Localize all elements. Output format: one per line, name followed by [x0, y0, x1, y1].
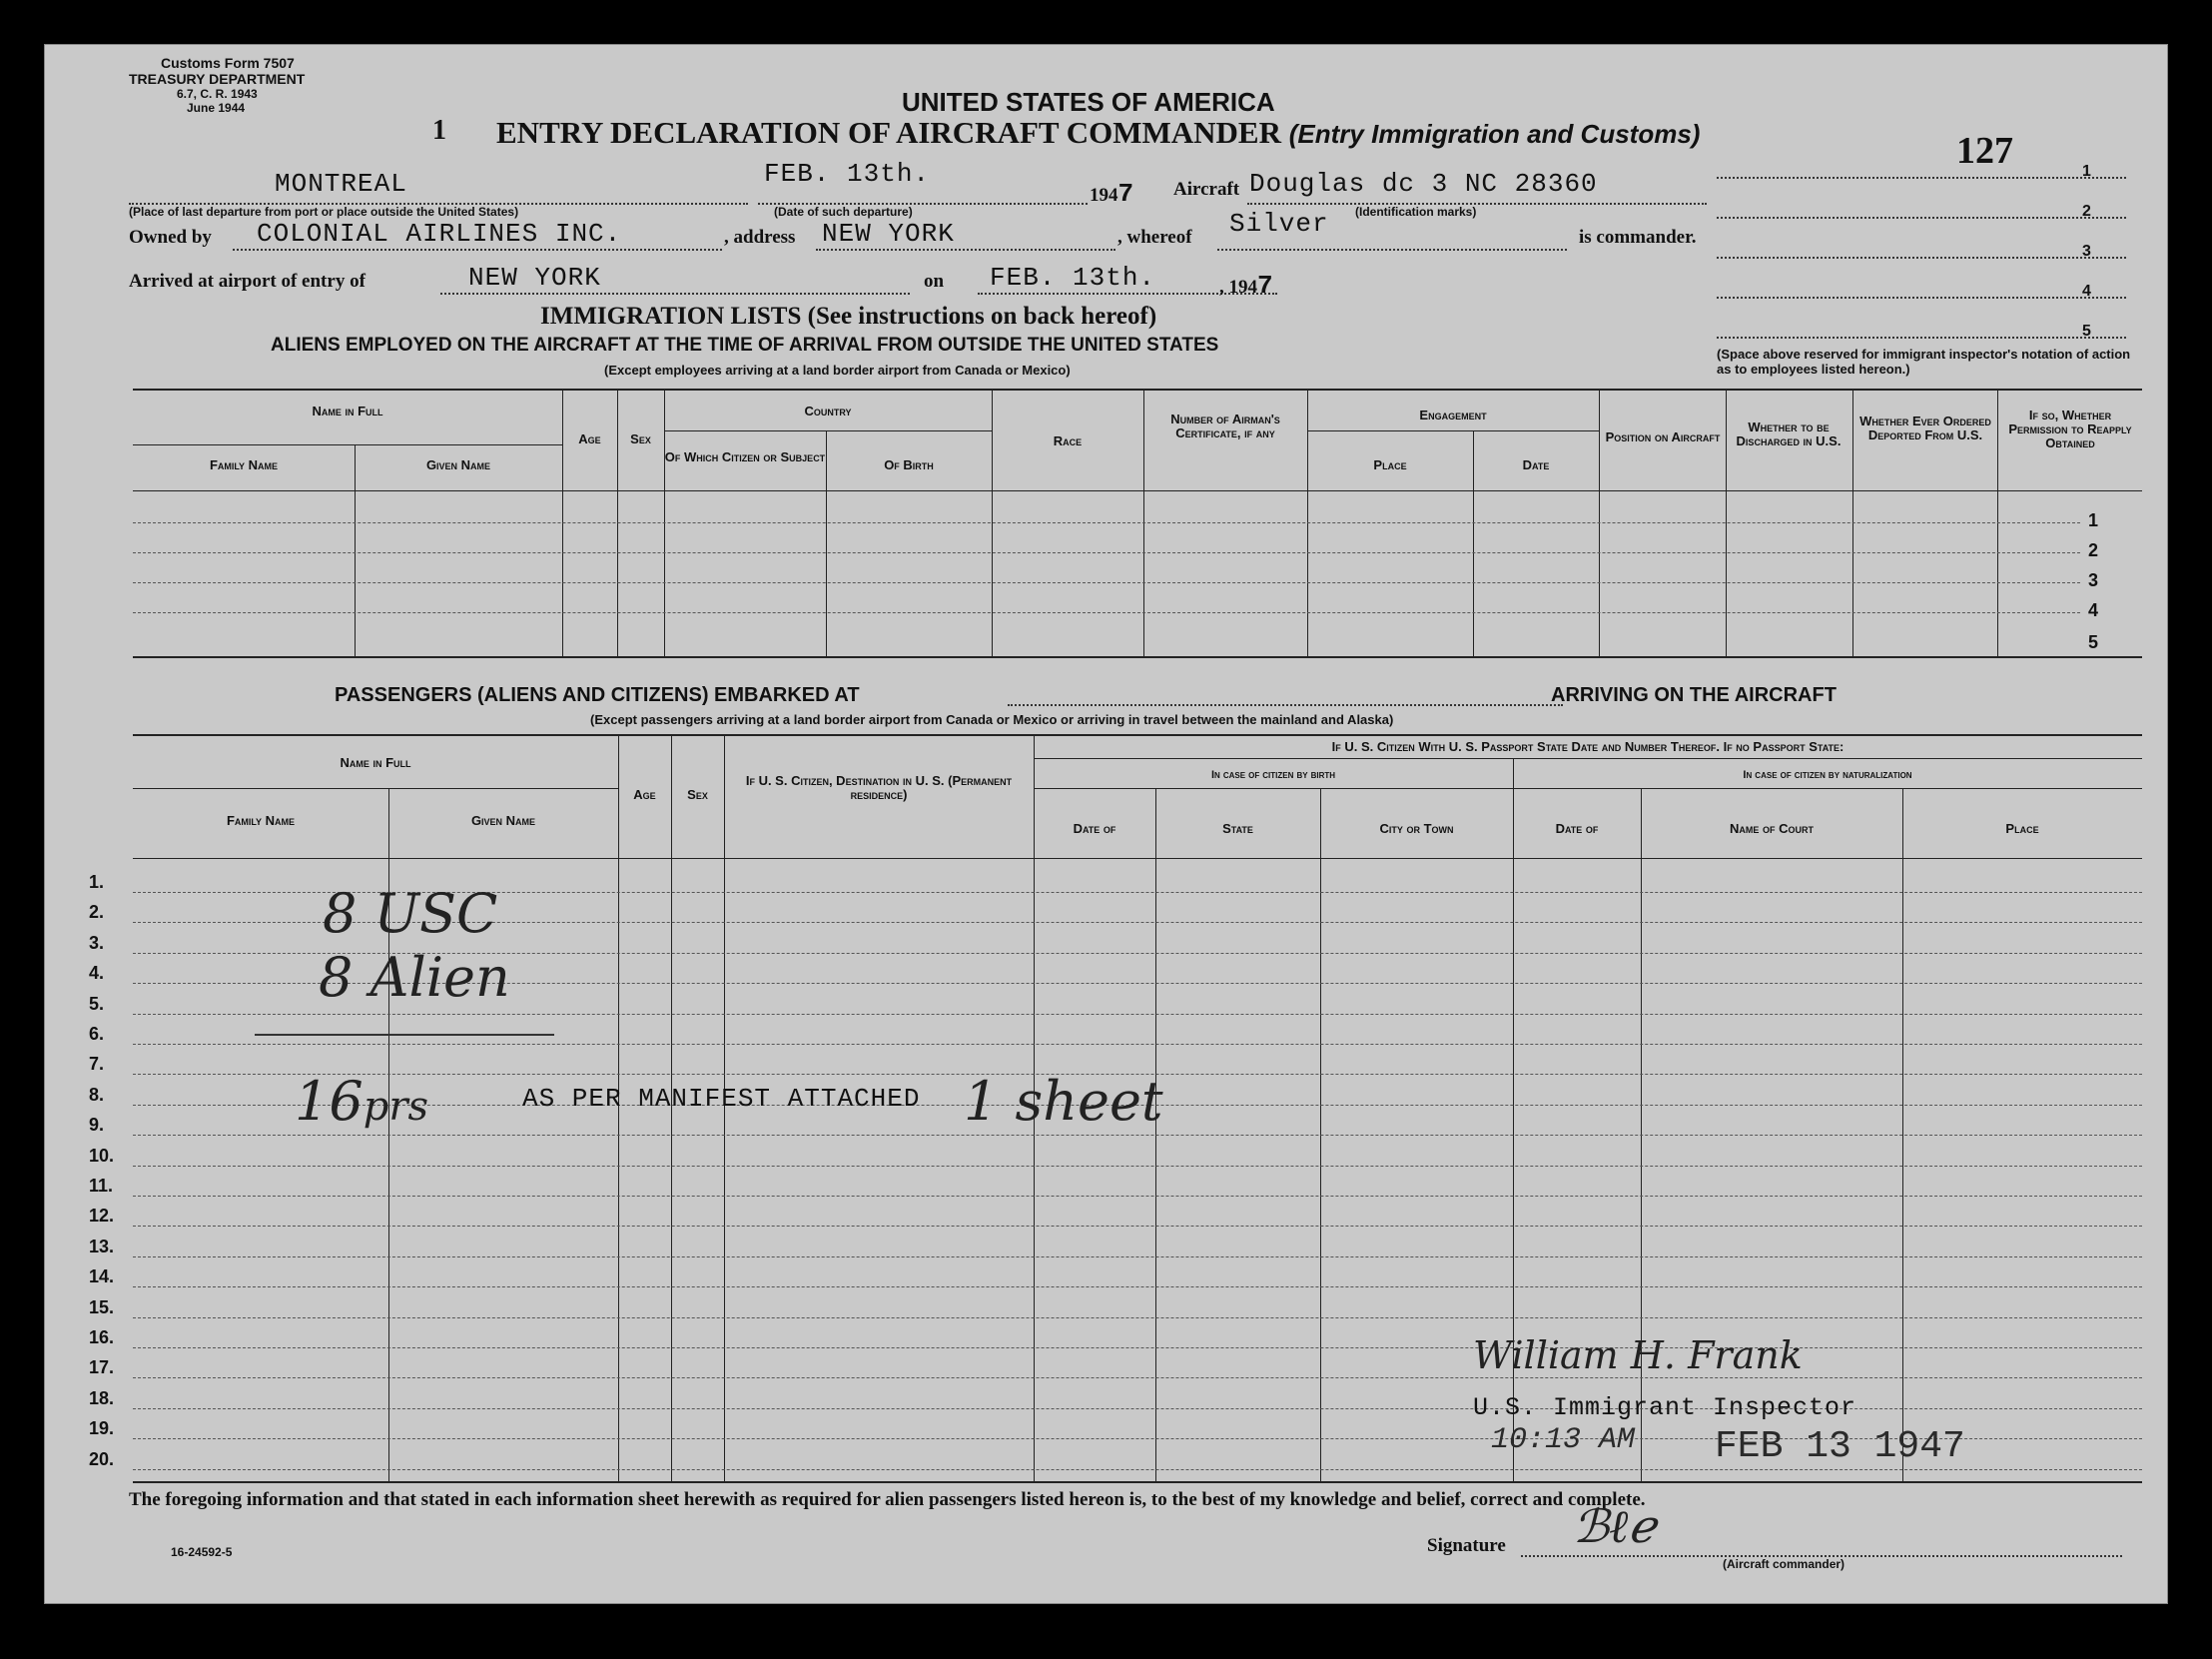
passenger-row: [133, 1377, 2142, 1378]
commander-name: Silver: [1229, 209, 1329, 239]
commander-signature-scribble: ℬℓℯ: [1573, 1499, 1656, 1553]
departure-year-prefix: 194: [1090, 185, 1118, 206]
owner-address: NEW YORK: [822, 219, 955, 249]
departure-year: [1090, 179, 1134, 209]
passenger-row: [133, 1166, 2142, 1167]
address-line: [816, 249, 1115, 251]
crew-row: [133, 552, 2080, 553]
arrived-label: Arrived at airport of entry of: [129, 271, 366, 292]
form-id-line1: Customs Form 7507: [161, 55, 295, 71]
passenger-row-number: 17.: [89, 1357, 115, 1378]
arrival-date: FEB. 13th.: [990, 263, 1156, 293]
pass-name-header: Name in Full: [340, 755, 411, 770]
inspector-title: U.S. Immigrant Inspector: [1473, 1393, 1857, 1422]
pass-date-of-2: Date of: [1555, 821, 1599, 836]
passenger-row: [133, 1256, 2142, 1257]
commander-line: [1217, 249, 1567, 251]
passenger-row: [133, 1226, 2142, 1227]
passenger-row-number: 6.: [89, 1024, 105, 1044]
crew-row-num: 5: [2088, 632, 2099, 652]
pass-destination-header: If U. S. Citizen, Destination in U. S. (Permanent residence): [745, 773, 1013, 802]
handwritten-usc: 8 USC: [323, 882, 498, 945]
aircraft-id-caption: (Identification marks): [1355, 205, 1477, 219]
passenger-row: [133, 1469, 2142, 1470]
reserved-line-2: [1717, 217, 2126, 219]
country-heading: UNITED STATES OF AMERICA: [902, 87, 1275, 117]
form-title-text: ENTRY DECLARATION OF AIRCRAFT COMMANDER: [496, 115, 1281, 150]
handwritten-total: [295, 1070, 428, 1133]
aircraft-label: Aircraft: [1173, 179, 1240, 200]
reserved-line-1: [1717, 177, 2126, 179]
manifest-note: AS PER MANIFEST ATTACHED: [522, 1084, 921, 1114]
owner-value: COLONIAL AIRLINES INC.: [257, 219, 622, 249]
certification-text: The foregoing information and that stated in each information sheet herewith as required for alien passengers listed hereon is, to the best of my knowledge and belief, correct and complete.: [129, 1489, 1646, 1510]
passengers-note: (Except passengers arriving at a land border airport from Canada or Mexico or arriving in travel between the mainland and Alaska): [590, 712, 1394, 727]
aliens-heading: ALIENS EMPLOYED ON THE AIRCRAFT AT THE TIME OF ARRIVAL FROM OUTSIDE THE UNITED STATES: [271, 335, 1219, 356]
crew-reapply-header: If so, Whether Permission to Reapply Obtained: [2008, 408, 2132, 450]
form-subtitle: (Entry Immigration and Customs): [1288, 119, 1701, 149]
reserved-line-5: [1717, 337, 2126, 339]
form-id-line2: TREASURY DEPARTMENT: [129, 71, 306, 87]
aircraft-line: [1247, 203, 1707, 205]
passenger-row-number: 19.: [89, 1418, 115, 1439]
page-number: 127: [1956, 130, 2013, 172]
aircraft-value: Douglas dc 3 NC 28360: [1249, 169, 1598, 199]
crew-age-header: Age: [578, 431, 601, 446]
arrival-year-digit: 7: [1257, 271, 1274, 301]
pass-given-header: Given Name: [470, 813, 536, 828]
handwritten-sheet: 1 sheet: [964, 1070, 1163, 1133]
passenger-row: [133, 1196, 2142, 1197]
pass-age-header: Age: [633, 787, 656, 802]
crew-name-header: Name in Full: [312, 404, 383, 418]
pass-sex-header: Sex: [687, 787, 708, 802]
crew-sex-header: Sex: [630, 431, 651, 446]
pass-passport-header: If U. S. Citizen With U. S. Passport State Date and Number Thereof. If no Passport State:: [1331, 739, 1844, 754]
passengers-arriving: ARRIVING ON THE AIRCRAFT: [1551, 684, 1837, 706]
pass-date-of: Date of: [1073, 821, 1116, 836]
pass-family-header: Family Name: [226, 813, 296, 828]
passenger-row: [133, 1317, 2142, 1318]
crew-country-header: Country: [804, 404, 852, 418]
form-code: 16-24592-5: [171, 1545, 233, 1559]
pass-state: State: [1222, 821, 1253, 836]
form-sheet: [44, 44, 2168, 1604]
stamp-date: FEB 13 1947: [1715, 1425, 1965, 1468]
crew-birth-header: Of Birth: [884, 457, 934, 472]
form-title: [496, 115, 1700, 151]
crew-given-header: Given Name: [425, 457, 491, 472]
crew-race-header: Race: [1053, 433, 1083, 448]
whereof-label: , whereof: [1117, 227, 1192, 248]
passengers-heading: PASSENGERS (ALIENS AND CITIZENS) EMBARKED AT: [335, 684, 860, 706]
pass-natural-case: In case of citizen by naturalization: [1743, 769, 1912, 781]
arrival-year: [1219, 271, 1274, 301]
passenger-row-number: 1.: [89, 872, 105, 892]
aliens-note: (Except employees arriving at a land border airport from Canada or Mexico): [604, 363, 1071, 378]
passenger-row-number: 13.: [89, 1236, 115, 1256]
reserved-num-3: 3: [2082, 243, 2091, 260]
owned-by-label: Owned by: [129, 227, 212, 248]
passenger-row-number: 11.: [89, 1176, 114, 1196]
reserved-num-4: 4: [2082, 283, 2091, 300]
passenger-row-number: 10.: [89, 1145, 115, 1166]
crew-row-num: 1: [2088, 510, 2099, 530]
arrival-year-prefix: , 194: [1219, 277, 1257, 298]
crew-place-header: Place: [1373, 457, 1407, 472]
crew-date-header: Date: [1522, 457, 1550, 472]
crew-row-num: 3: [2088, 570, 2099, 590]
crew-engagement-header: Engagement: [1419, 408, 1487, 422]
stamp-time: 10:13 AM: [1491, 1423, 1636, 1457]
departure-date: FEB. 13th.: [764, 159, 931, 189]
pass-court: Name of Court: [1730, 821, 1814, 836]
reserved-num-5: 5: [2082, 323, 2091, 340]
crew-row: [133, 582, 2080, 583]
crew-row: [133, 612, 2080, 613]
departure-place-caption: (Place of last departure from port or place outside the United States): [129, 205, 519, 219]
crew-row-num: 2: [2088, 540, 2099, 560]
signature-label: Signature: [1427, 1535, 1506, 1556]
commander-label: is commander.: [1579, 227, 1697, 248]
passenger-row: [133, 1044, 2142, 1045]
crew-citizen-header: Of Which Citizen or Subject: [664, 449, 826, 464]
passenger-row-number: 16.: [89, 1327, 115, 1347]
handwritten-aliens: 8 Alien: [319, 946, 510, 1009]
owner-line: [233, 249, 722, 251]
form-id-line3: 6.7, C. R. 1943: [177, 87, 258, 101]
address-label: , address: [724, 227, 796, 248]
passenger-row-number: 8.: [89, 1084, 105, 1105]
passenger-row-number: 7.: [89, 1054, 105, 1075]
pass-birth-case: In case of citizen by birth: [1210, 769, 1336, 781]
reserved-note: (Space above reserved for immigrant inspector's notation of action as to employees listed hereon.): [1717, 347, 2131, 377]
departure-place: MONTREAL: [275, 169, 407, 199]
passenger-row: [133, 1014, 2142, 1015]
on-label: on: [924, 271, 945, 292]
passenger-row-number: 18.: [89, 1387, 115, 1408]
passenger-row-number: 4.: [89, 963, 105, 984]
pass-place: Place: [2005, 821, 2039, 836]
handwritten-total-count: 16: [295, 1070, 364, 1133]
passenger-row: [133, 1347, 2142, 1348]
passenger-row: [133, 1135, 2142, 1136]
handwritten-rule: [255, 1034, 554, 1036]
passenger-row-number: 14.: [89, 1266, 115, 1287]
passenger-row-number: 12.: [89, 1206, 115, 1227]
reserved-num-1: 1: [2082, 163, 2091, 180]
commander-caption: (Aircraft commander): [1723, 1557, 1845, 1571]
passenger-row: [133, 1286, 2142, 1287]
form-id-line4: June 1944: [187, 101, 246, 115]
reserved-line-4: [1717, 297, 2126, 299]
passenger-row-number: 9.: [89, 1115, 105, 1136]
arrival-place-line: [440, 293, 910, 295]
passenger-row-number: 5.: [89, 993, 105, 1014]
arrival-place: NEW YORK: [468, 263, 601, 293]
passenger-row-number: 15.: [89, 1296, 115, 1317]
passenger-row-number: 2.: [89, 902, 105, 923]
passenger-row-number: 20.: [89, 1448, 115, 1469]
crew-row-num: 4: [2088, 600, 2099, 620]
sheet-number: 1: [432, 115, 446, 146]
departure-year-digit: 7: [1117, 179, 1135, 209]
crew-row: [133, 522, 2080, 523]
passenger-row-number: 3.: [89, 932, 105, 953]
crew-deported-header: Whether Ever Ordered Deported From U.S.: [1859, 414, 1991, 442]
crew-position-header: Position on Aircraft: [1605, 429, 1721, 444]
embarked-line: [1008, 704, 1563, 706]
crew-cert-header: Number of Airman's Certificate, if any: [1170, 412, 1280, 440]
crew-family-header: Family Name: [209, 457, 279, 472]
inspector-signature: William H. Frank: [1473, 1333, 1803, 1377]
departure-date-caption: (Date of such departure): [774, 205, 913, 219]
pass-city: City or Town: [1379, 821, 1454, 836]
reserved-line-3: [1717, 257, 2126, 259]
crew-discharged-header: Whether to be Discharged in U.S.: [1736, 419, 1842, 448]
immigration-heading: IMMIGRATION LISTS (See instructions on back hereof): [540, 303, 1157, 330]
reserved-num-2: 2: [2082, 203, 2091, 220]
handwritten-total-unit: prs: [363, 1084, 428, 1130]
